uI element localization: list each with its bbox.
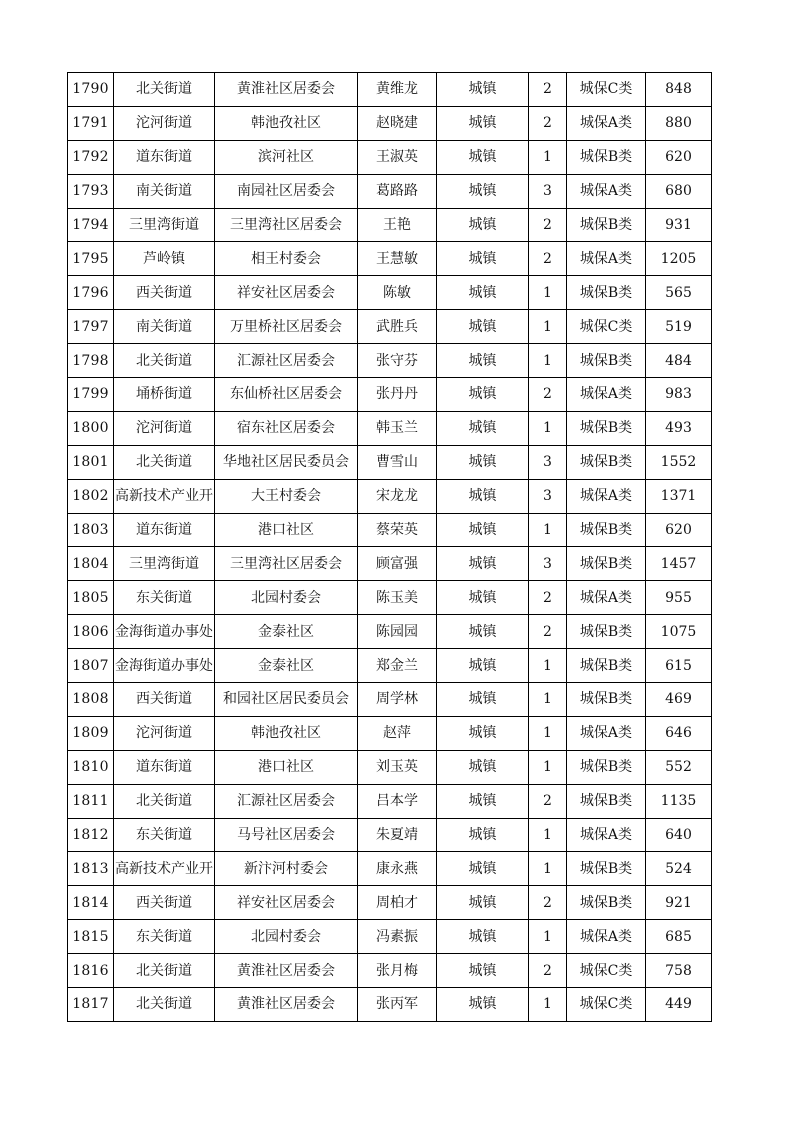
community-cell: 三里湾社区居委会 [215,208,358,242]
household-size-cell: 1 [529,276,567,310]
name-cell: 周柏才 [358,886,437,920]
amount-cell: 1457 [646,547,712,581]
area-type-cell: 城镇 [437,818,529,852]
table-row [68,649,712,683]
record-id-cell: 1796 [68,276,114,310]
amount-cell: 1135 [646,784,712,818]
area-type-cell: 城镇 [437,547,529,581]
area-type-cell: 城镇 [437,716,529,750]
name-cell: 陈园园 [358,615,437,649]
area-type-cell: 城镇 [437,750,529,784]
street-cell: 北关街道 [114,988,215,1022]
name-cell: 宋龙龙 [358,479,437,513]
table-row [68,310,712,344]
street-cell: 道东街道 [114,140,215,174]
record-id-cell: 1817 [68,988,114,1022]
record-id-cell: 1814 [68,886,114,920]
category-cell: 城保B类 [567,886,646,920]
household-size-cell: 3 [529,445,567,479]
community-cell: 北园村委会 [215,581,358,615]
street-cell: 道东街道 [114,513,215,547]
community-cell: 华地社区居民委员会 [215,445,358,479]
record-id-cell: 1806 [68,615,114,649]
street-cell: 三里湾街道 [114,208,215,242]
table-row [68,208,712,242]
record-id-cell: 1804 [68,547,114,581]
household-size-cell: 1 [529,344,567,378]
street-cell: 西关街道 [114,886,215,920]
amount-cell: 646 [646,716,712,750]
record-id-cell: 1815 [68,920,114,954]
community-cell: 金泰社区 [215,615,358,649]
category-cell: 城保B类 [567,344,646,378]
street-cell: 北关街道 [114,445,215,479]
community-cell: 马号社区居委会 [215,818,358,852]
record-id-cell: 1794 [68,208,114,242]
category-cell: 城保B类 [567,513,646,547]
household-size-cell: 3 [529,479,567,513]
name-cell: 吕本学 [358,784,437,818]
community-cell: 东仙桥社区居委会 [215,378,358,412]
name-cell: 陈玉美 [358,581,437,615]
area-type-cell: 城镇 [437,276,529,310]
amount-cell: 519 [646,310,712,344]
category-cell: 城保B类 [567,683,646,717]
street-cell: 东关街道 [114,920,215,954]
street-cell: 北关街道 [114,954,215,988]
street-cell: 金海街道办事处 [114,649,215,683]
household-size-cell: 1 [529,920,567,954]
street-cell: 沱河街道 [114,106,215,140]
amount-cell: 880 [646,106,712,140]
category-cell: 城保A类 [567,581,646,615]
community-cell: 金泰社区 [215,649,358,683]
area-type-cell: 城镇 [437,615,529,649]
record-id-cell: 1793 [68,174,114,208]
area-type-cell: 城镇 [437,208,529,242]
area-type-cell: 城镇 [437,581,529,615]
category-cell: 城保B类 [567,852,646,886]
record-id-cell: 1791 [68,106,114,140]
community-cell: 黄淮社区居委会 [215,73,358,107]
table-row [68,581,712,615]
amount-cell: 955 [646,581,712,615]
street-cell: 北关街道 [114,73,215,107]
community-cell: 韩池孜社区 [215,716,358,750]
amount-cell: 1075 [646,615,712,649]
table-row [68,445,712,479]
community-cell: 北园村委会 [215,920,358,954]
record-id-cell: 1808 [68,683,114,717]
category-cell: 城保C类 [567,954,646,988]
category-cell: 城保B类 [567,784,646,818]
household-size-cell: 1 [529,818,567,852]
name-cell: 张丙军 [358,988,437,1022]
community-cell: 南园社区居委会 [215,174,358,208]
street-cell: 埇桥街道 [114,378,215,412]
name-cell: 冯素振 [358,920,437,954]
record-id-cell: 1811 [68,784,114,818]
area-type-cell: 城镇 [437,242,529,276]
household-size-cell: 1 [529,411,567,445]
name-cell: 郑金兰 [358,649,437,683]
street-cell: 东关街道 [114,818,215,852]
amount-cell: 921 [646,886,712,920]
household-size-cell: 2 [529,954,567,988]
record-table [67,72,712,1022]
area-type-cell: 城镇 [437,140,529,174]
record-table-container [67,72,711,1022]
area-type-cell: 城镇 [437,106,529,140]
record-id-cell: 1816 [68,954,114,988]
name-cell: 曹雪山 [358,445,437,479]
table-row [68,479,712,513]
community-cell: 和园社区居民委员会 [215,683,358,717]
amount-cell: 1552 [646,445,712,479]
record-id-cell: 1801 [68,445,114,479]
household-size-cell: 2 [529,378,567,412]
street-cell: 三里湾街道 [114,547,215,581]
category-cell: 城保B类 [567,649,646,683]
community-cell: 相王村委会 [215,242,358,276]
amount-cell: 620 [646,513,712,547]
street-cell: 沱河街道 [114,716,215,750]
household-size-cell: 2 [529,886,567,920]
street-cell: 西关街道 [114,683,215,717]
name-cell: 康永燕 [358,852,437,886]
table-row [68,106,712,140]
area-type-cell: 城镇 [437,513,529,547]
community-cell: 黄淮社区居委会 [215,954,358,988]
street-cell: 道东街道 [114,750,215,784]
category-cell: 城保A类 [567,106,646,140]
community-cell: 滨河社区 [215,140,358,174]
table-row [68,547,712,581]
household-size-cell: 3 [529,547,567,581]
category-cell: 城保B类 [567,140,646,174]
table-row [68,276,712,310]
amount-cell: 552 [646,750,712,784]
record-id-cell: 1798 [68,344,114,378]
record-id-cell: 1797 [68,310,114,344]
table-row [68,73,712,107]
category-cell: 城保A类 [567,479,646,513]
category-cell: 城保A类 [567,818,646,852]
community-cell: 港口社区 [215,750,358,784]
name-cell: 王慧敏 [358,242,437,276]
table-row [68,988,712,1022]
record-id-cell: 1790 [68,73,114,107]
street-cell: 南关街道 [114,310,215,344]
household-size-cell: 1 [529,140,567,174]
community-cell: 韩池孜社区 [215,106,358,140]
area-type-cell: 城镇 [437,73,529,107]
amount-cell: 931 [646,208,712,242]
category-cell: 城保C类 [567,310,646,344]
household-size-cell: 2 [529,581,567,615]
area-type-cell: 城镇 [437,920,529,954]
amount-cell: 758 [646,954,712,988]
name-cell: 蔡荣英 [358,513,437,547]
street-cell: 高新技术产业开 [114,852,215,886]
table-row [68,344,712,378]
amount-cell: 524 [646,852,712,886]
category-cell: 城保B类 [567,750,646,784]
name-cell: 黄维龙 [358,73,437,107]
area-type-cell: 城镇 [437,683,529,717]
name-cell: 张丹丹 [358,378,437,412]
amount-cell: 680 [646,174,712,208]
household-size-cell: 1 [529,852,567,886]
amount-cell: 449 [646,988,712,1022]
name-cell: 周学林 [358,683,437,717]
amount-cell: 620 [646,140,712,174]
name-cell: 张守芬 [358,344,437,378]
name-cell: 王淑英 [358,140,437,174]
household-size-cell: 2 [529,242,567,276]
name-cell: 赵晓建 [358,106,437,140]
area-type-cell: 城镇 [437,479,529,513]
table-row [68,242,712,276]
street-cell: 南关街道 [114,174,215,208]
amount-cell: 1205 [646,242,712,276]
record-id-cell: 1807 [68,649,114,683]
household-size-cell: 1 [529,310,567,344]
household-size-cell: 3 [529,174,567,208]
name-cell: 韩玉兰 [358,411,437,445]
record-id-cell: 1800 [68,411,114,445]
category-cell: 城保A类 [567,242,646,276]
community-cell: 新汴河村委会 [215,852,358,886]
name-cell: 赵萍 [358,716,437,750]
record-id-cell: 1803 [68,513,114,547]
category-cell: 城保B类 [567,445,646,479]
area-type-cell: 城镇 [437,411,529,445]
area-type-cell: 城镇 [437,852,529,886]
community-cell: 祥安社区居委会 [215,276,358,310]
table-row [68,886,712,920]
table-row [68,411,712,445]
table-row [68,784,712,818]
name-cell: 葛路路 [358,174,437,208]
household-size-cell: 2 [529,106,567,140]
category-cell: 城保B类 [567,208,646,242]
category-cell: 城保A类 [567,716,646,750]
category-cell: 城保B类 [567,547,646,581]
area-type-cell: 城镇 [437,378,529,412]
record-id-cell: 1805 [68,581,114,615]
table-row [68,716,712,750]
household-size-cell: 2 [529,784,567,818]
area-type-cell: 城镇 [437,445,529,479]
area-type-cell: 城镇 [437,886,529,920]
area-type-cell: 城镇 [437,649,529,683]
name-cell: 王艳 [358,208,437,242]
name-cell: 武胜兵 [358,310,437,344]
record-id-cell: 1799 [68,378,114,412]
name-cell: 张月梅 [358,954,437,988]
category-cell: 城保A类 [567,920,646,954]
table-row [68,174,712,208]
household-size-cell: 1 [529,716,567,750]
amount-cell: 640 [646,818,712,852]
table-row [68,378,712,412]
category-cell: 城保A类 [567,378,646,412]
name-cell: 陈敏 [358,276,437,310]
household-size-cell: 2 [529,208,567,242]
category-cell: 城保C类 [567,988,646,1022]
street-cell: 沱河街道 [114,411,215,445]
area-type-cell: 城镇 [437,954,529,988]
amount-cell: 493 [646,411,712,445]
record-id-cell: 1802 [68,479,114,513]
street-cell: 东关街道 [114,581,215,615]
household-size-cell: 1 [529,750,567,784]
amount-cell: 1371 [646,479,712,513]
household-size-cell: 1 [529,683,567,717]
street-cell: 芦岭镇 [114,242,215,276]
street-cell: 金海街道办事处 [114,615,215,649]
record-id-cell: 1812 [68,818,114,852]
area-type-cell: 城镇 [437,988,529,1022]
table-row [68,920,712,954]
record-id-cell: 1809 [68,716,114,750]
street-cell: 北关街道 [114,784,215,818]
table-body [68,73,712,1022]
household-size-cell: 1 [529,649,567,683]
area-type-cell: 城镇 [437,344,529,378]
name-cell: 刘玉英 [358,750,437,784]
category-cell: 城保B类 [567,276,646,310]
table-row [68,513,712,547]
record-id-cell: 1792 [68,140,114,174]
area-type-cell: 城镇 [437,310,529,344]
record-id-cell: 1813 [68,852,114,886]
street-cell: 北关街道 [114,344,215,378]
table-row [68,140,712,174]
amount-cell: 983 [646,378,712,412]
table-row [68,954,712,988]
community-cell: 港口社区 [215,513,358,547]
amount-cell: 484 [646,344,712,378]
amount-cell: 685 [646,920,712,954]
name-cell: 朱夏靖 [358,818,437,852]
area-type-cell: 城镇 [437,784,529,818]
street-cell: 西关街道 [114,276,215,310]
name-cell: 顾富强 [358,547,437,581]
table-row [68,683,712,717]
record-id-cell: 1795 [68,242,114,276]
category-cell: 城保B类 [567,615,646,649]
record-id-cell: 1810 [68,750,114,784]
amount-cell: 565 [646,276,712,310]
area-type-cell: 城镇 [437,174,529,208]
community-cell: 汇源社区居委会 [215,784,358,818]
category-cell: 城保B类 [567,411,646,445]
street-cell: 高新技术产业开 [114,479,215,513]
community-cell: 祥安社区居委会 [215,886,358,920]
household-size-cell: 1 [529,988,567,1022]
household-size-cell: 1 [529,513,567,547]
community-cell: 万里桥社区居委会 [215,310,358,344]
household-size-cell: 2 [529,615,567,649]
table-row [68,615,712,649]
category-cell: 城保C类 [567,73,646,107]
table-row [68,852,712,886]
community-cell: 黄淮社区居委会 [215,988,358,1022]
table-row [68,750,712,784]
table-row [68,818,712,852]
household-size-cell: 2 [529,73,567,107]
amount-cell: 848 [646,73,712,107]
category-cell: 城保A类 [567,174,646,208]
community-cell: 汇源社区居委会 [215,344,358,378]
amount-cell: 615 [646,649,712,683]
community-cell: 大王村委会 [215,479,358,513]
community-cell: 三里湾社区居委会 [215,547,358,581]
amount-cell: 469 [646,683,712,717]
community-cell: 宿东社区居委会 [215,411,358,445]
